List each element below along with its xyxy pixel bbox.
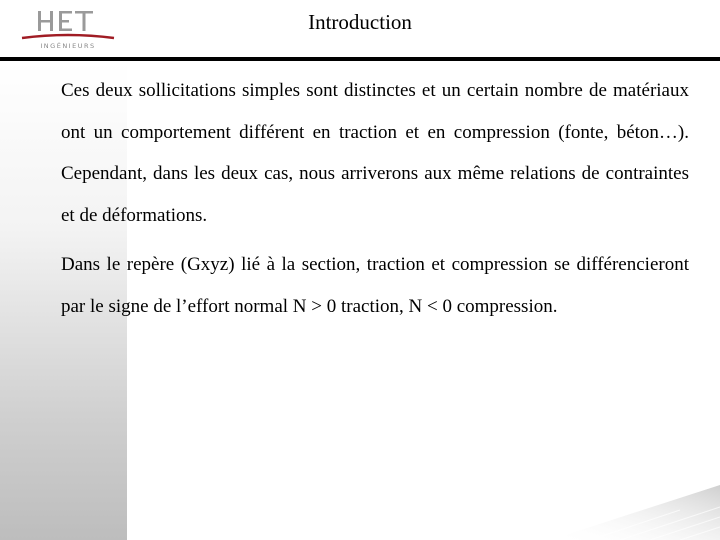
slide-body [61,70,689,335]
corner-stripes-decoration [530,480,720,540]
paragraph-1: Ces deux sollicitations simples sont distinctes et un certain nombre de matériaux ont un comportement différent en traction et en compression (fonte, béton…). Cependant, dans les deux cas, nous arriverons aux même relations de contraintes et de déformations. [61,80,689,226]
paragraph-2: Dans le repère (Gxyz) lié à la section, traction et compression se différencieront par le signe de l’effort normal N > 0 traction, N < 0 compression. [61,254,689,317]
title-divider [0,57,720,61]
logo-subtitle: INGÉNIEURS [40,42,96,50]
slide-title: Introduction [308,10,412,34]
